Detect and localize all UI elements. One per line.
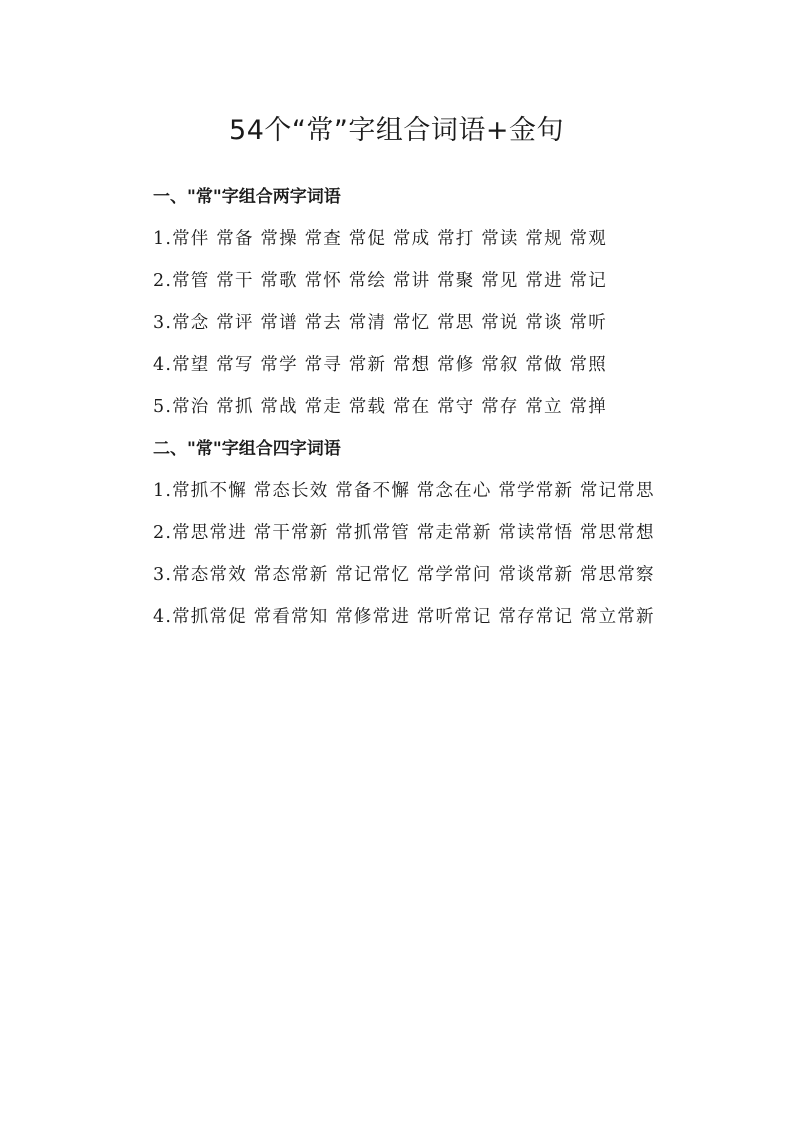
section-heading-four-char: 二、"常"字组合四字词语 — [153, 439, 341, 459]
word-list-line: 3.常态常效 常态常新 常记常忆 常学常问 常谈常新 常思常察 — [153, 565, 655, 585]
document-body — [119, 176, 679, 638]
word-list-line: 2.常思常进 常干常新 常抓常管 常走常新 常读常悟 常思常想 — [153, 523, 655, 543]
word-list-line: 1.常伴 常备 常操 常查 常促 常成 常打 常读 常规 常观 — [153, 229, 607, 249]
word-list-line: 3.常念 常评 常谱 常去 常清 常忆 常思 常说 常谈 常听 — [153, 313, 607, 333]
word-list-line: 5.常治 常抓 常战 常走 常载 常在 常守 常存 常立 常掸 — [153, 397, 607, 417]
word-list-line: 2.常管 常干 常歌 常怀 常绘 常讲 常聚 常见 常进 常记 — [153, 271, 607, 291]
word-list-line: 1.常抓不懈 常态长效 常备不懈 常念在心 常学常新 常记常思 — [153, 481, 655, 501]
section-heading-two-char: 一、"常"字组合两字词语 — [153, 187, 341, 207]
word-list-line: 4.常望 常写 常学 常寻 常新 常想 常修 常叙 常做 常照 — [153, 355, 607, 375]
word-list-line: 4.常抓常促 常看常知 常修常进 常听常记 常存常记 常立常新 — [153, 607, 655, 627]
page-title: 54个“常”字组合词语+金句 — [229, 115, 564, 146]
